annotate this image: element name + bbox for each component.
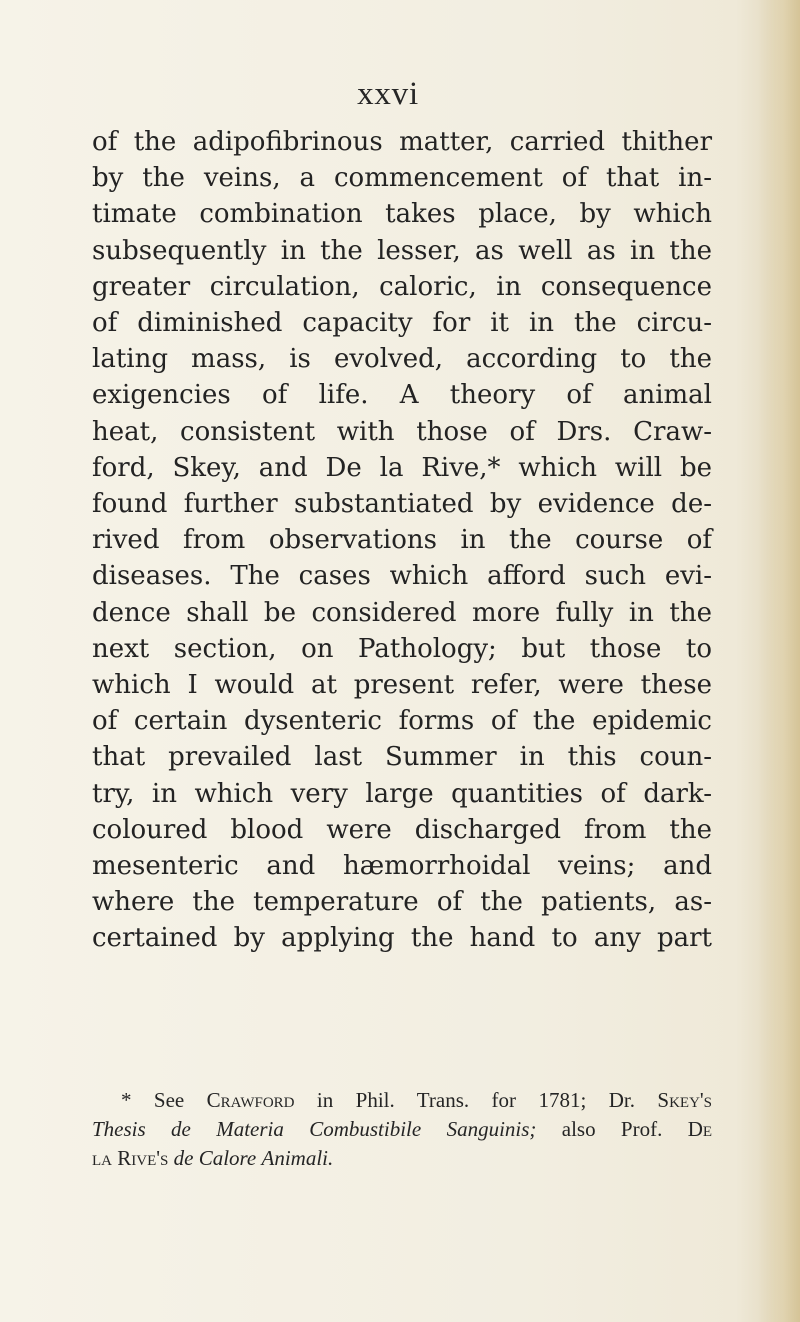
footnote-line [92,1144,712,1173]
text-line: ford, Skey, and De la Rive,* which will be [92,452,712,483]
text-line: where the temperature of the patients, as- [92,887,712,918]
text-line: by the veins, a commencement of that in- [92,163,712,194]
footnote-title-word: Thesis [92,1117,146,1141]
footnote-citation: in Phil. Trans. for 1781; Dr. [316,1088,635,1112]
text-line: of the adipofibrinous matter, carried thither [92,127,712,157]
footnote-author-de: De [687,1117,713,1141]
text-line: heat, consistent with those of Drs. Craw- [92,416,712,447]
text-line: that prevailed last Summer in this coun- [92,742,712,773]
text-line: of certain dysenteric forms of the epidemic [92,706,712,737]
text-line: timate combination takes place, by which [92,199,712,230]
footnote-title-animali: Animali. [261,1146,334,1170]
footnote-author-crawford: Crawford [206,1088,295,1112]
text-line: rived from observations in the course of [92,525,712,556]
footnote-semicolon: ; [529,1117,537,1141]
text-line: mesenteric and hæmorrhoidal veins; and [92,851,712,882]
footnote-line [92,1086,712,1115]
text-line: exigencies of life. A theory of animal [92,380,712,411]
footnote-line [92,1115,712,1144]
text-line: certained by applying the hand to any part [92,923,712,954]
text-line: of diminished capacity for it in the circu- [92,308,712,339]
text-line: diseases. The cases which afford such evi- [92,561,712,592]
footnote-title-word: Sanguinis [446,1117,530,1141]
footnote-title-de-calore: de Calore [173,1146,257,1170]
text-line: greater circulation, caloric, in consequence [92,271,712,302]
text-line: dence shall be considered more fully in the [92,597,712,628]
page-edge-shading [758,0,800,1322]
body-text [92,124,712,957]
footnote-see: See [153,1088,185,1112]
footnote-title-word: Combustibile [309,1117,422,1141]
text-line: try, in which very large quantities of dark- [92,778,712,809]
page-number: xxvi [357,76,419,112]
footnote-author-skey: Skey's [657,1088,713,1112]
footnote-title-word: de [171,1117,191,1141]
text-line: next section, on Pathology; but those to [92,633,712,664]
text-line: which I would at present refer, were these [92,670,712,701]
footnote-also: also Prof. [561,1117,663,1141]
text-line: found further substantiated by evidence de- [92,489,712,520]
footnote-author-la-rive: la Rive's [92,1146,169,1170]
footnote-marker: * [121,1088,132,1112]
text-line: coloured blood were discharged from the [92,814,712,845]
text-line: subsequently in the lesser, as well as in the [92,235,712,266]
footnote-title-word: Materia [216,1117,284,1141]
text-line: lating mass, is evolved, according to the [92,344,712,375]
footnote [92,1086,712,1173]
